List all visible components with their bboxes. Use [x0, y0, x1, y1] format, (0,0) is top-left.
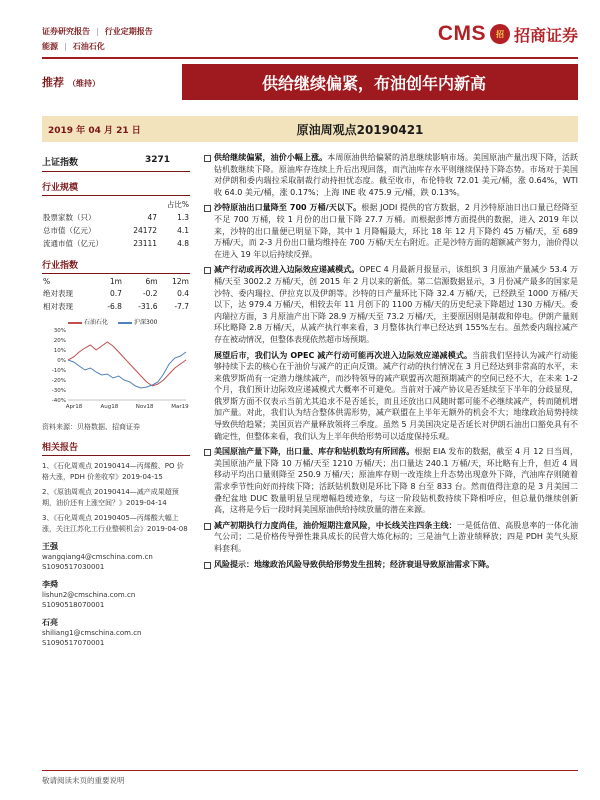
analyst-name: 石亮: [42, 618, 58, 627]
table-row: [42, 198, 190, 211]
banner-title: 供给继续偏紧，布油创年内新高: [262, 73, 487, 93]
title-banner: [182, 64, 578, 100]
related-title: 相关报告: [42, 440, 190, 456]
y-tick-label: 10%: [53, 348, 66, 354]
y-tick-label: -20%: [51, 378, 66, 384]
y-tick-label: 0%: [57, 358, 66, 364]
analyst: [42, 580, 190, 610]
body-paragraph: [204, 520, 578, 555]
y-tick-label: -10%: [51, 368, 66, 374]
table-row: [42, 287, 190, 300]
body-paragraph: [204, 446, 578, 516]
analyst-email[interactable]: lishun2@cmschina.com.cn: [42, 591, 136, 599]
rating: [42, 74, 100, 90]
table-row: [42, 237, 190, 250]
paragraph-lead: 供给继续偏紧，油价小幅上涨。: [214, 153, 328, 162]
table-row: [42, 224, 190, 237]
analyst-cert: S1090517030001: [42, 563, 105, 571]
rating-label: 推荐: [42, 76, 64, 89]
cell: -6.8: [107, 302, 122, 311]
separator: |: [64, 42, 67, 51]
paragraph-lead: 风险提示：: [214, 559, 254, 569]
cell: 0.7: [110, 289, 122, 298]
paragraph-lead: 展望后市，我们认为 OPEC 减产行动可能再次进入边际效应递减模式。: [214, 350, 473, 360]
cell: 流通市值（亿元）: [43, 239, 103, 248]
analyst-name: 李舜: [42, 580, 58, 589]
cell: 1.3: [177, 213, 189, 222]
cell: 相对表现: [43, 302, 73, 311]
paragraph-text: OPEC 4 月最新月报显示，该组织 3 月原油产量减少 53.4 万桶/天至 3002.2 万桶/天，创 2015 年 2 月以来的新低。第二信源数据显示，3 月份减产最多的国家是沙特、委内瑞拉、伊拉克以及伊朗等。沙特的日产量环比下降 32.4 万桶/天，已经跌至 1000 万桶/天以下，达 979.4 万桶/天，相较去年 11 月创下的 1100 万桶/天的历史纪录下降超过 130 万桶/天。委内瑞拉方面，3 月原油产出下降 28.9 万桶/天至 73.2 万桶/天，主要原因则是制裁和停电。伊朗产量则环比略降 2.8 万桶/天，从减产执行率来看，3 月整体执行率已经达到 155%左右。虽然委内瑞拉减产存在被动情况，但整体表现依然超市场预期。: [214, 265, 578, 344]
cell: -31.6: [138, 302, 158, 311]
cell: 47: [147, 213, 158, 222]
separator: |: [96, 27, 99, 36]
logo-latin: CMS: [437, 22, 486, 45]
table-row: [42, 211, 190, 224]
body-paragraph: [204, 152, 578, 198]
analyst: [42, 542, 190, 572]
analyst: [42, 618, 190, 648]
perf-title: 行业指数: [42, 258, 190, 274]
cell: 0.4: [177, 289, 189, 298]
analyst-cert: S1090518070001: [42, 601, 105, 609]
index-label: 上证指数: [42, 158, 79, 168]
series-line: [68, 342, 186, 386]
perf-table: [42, 276, 190, 313]
related-report[interactable]: 2、《原油周观点 20190414—减产成果超预期，油价还有上涨空间？》2019-04-14: [42, 488, 179, 507]
cell: 总市值（亿元）: [43, 226, 96, 235]
report-type: 证券研究报告: [42, 27, 90, 36]
logo-cn: 招商证券: [513, 25, 578, 45]
basic-title: 行业规模: [42, 180, 190, 196]
table-row: [42, 276, 190, 287]
report-date: 2019 年 04 月 21 日: [48, 125, 141, 136]
basic-table: [42, 198, 190, 250]
body-paragraph: [204, 559, 578, 571]
cell: -7.7: [174, 302, 189, 311]
header-meta: [42, 24, 153, 54]
footer-note: 敬请阅读末页的重要说明: [42, 776, 125, 785]
legend-item: 石油石化: [68, 317, 108, 326]
dept: 能源: [42, 42, 58, 51]
analyst-name: 王强: [42, 542, 58, 551]
analyst-cert: S1090517070001: [42, 639, 105, 647]
paragraph-text: 本周原油供给偏紧的消息继续影响市场。美国原油产量出现下降，活跃钻机数继续下降。原油库存连续上升后出现回落，而汽油库存水平则继续保持下降态势。市场对于美国对伊朗和委内瑞拉采取制裁行动持担忧态度。截至收市，布伦特收 72.01 美元/桶，涨 0.64%，WTI 收 64.0 美元/桶，涨 0.17%；上海 INE 收 475.9 元/桶，跌 0.13%。: [214, 153, 579, 197]
paragraph-lead: 减产行动或再次进入边际效应递减模式。: [214, 265, 360, 275]
report-sub: 行业定期报告: [104, 27, 153, 36]
paragraph-text: 当前我们坚持认为减产行动能够持续下去的核心在于油价与减产的正向反馈。减产行动的执行情况在 3 月已经达到非常高的水平，未来俄罗斯尚有一定潜力继续减产，而沙特领导的减产联盟再次超预期减产的空间已经不大，在未来 1-2 个月，我们预计边际效应递减模式大概率不可避免。当前对于减产协议是否延续至下半年的分歧显现，俄罗斯方面不仅表示当前尤其追求不是否延长，而且还放出口风随时都可能不必继续减产，转而随机增加产量。对此，我们认为结合整体供需形势，减产联盟在上半年无额外的机会不大；地缘政治局势持续导致供给趋紧；美国页岩产量释放领将三季度。虽然 5 月美国决定是否延长对伊朗石油出口豁免具有不确定性，但整体来看，我们认为上半年供给形势可以适度保持乐观。: [214, 350, 578, 441]
logo-badge-icon: 招: [490, 24, 510, 44]
y-tick-label: -40%: [51, 398, 66, 404]
sidebar: [42, 152, 190, 648]
paragraph-lead: 沙特原油出口量降至 700 万桶/天以下。: [214, 203, 362, 213]
cell: 6m: [145, 277, 158, 286]
analyst-email[interactable]: shiliang1@cmschina.com.cn: [42, 629, 142, 637]
chart-source: 资料来源：贝格数据、招商证券: [42, 423, 140, 431]
index-value: 3271: [144, 155, 170, 165]
y-tick-label: -30%: [51, 388, 66, 394]
paragraph-lead: 减产初期执行力度尚佳，油价短期注意风险，中长线关注四条主线：: [214, 520, 457, 530]
cell: 23111: [133, 239, 158, 248]
related-report[interactable]: 3、《石化周观点 20190405—丙烯酸大幅上涨，关注江苏化工行业整顿机会》2019-04-08: [42, 514, 188, 533]
x-tick-label: Nov18: [135, 404, 154, 410]
cell: 4.1: [177, 226, 189, 235]
paragraph-text: 地缘政治风险导致供给形势发生扭转；经济衰退导致原油需求下降。: [254, 559, 494, 569]
chart-legend: [42, 317, 190, 326]
x-tick-label: Aug18: [100, 404, 119, 410]
paragraph-text: 根据 JODI 提供的官方数据，2 月沙特原油日出口量已经降至不足 700 万桶，较 1 月份的出口量下降 27.7 万桶。而根据彭博方面提供的数据，进入 2019 年以来，沙特的出口量便已明显下降，其中 1 月降幅最大，环比 18 年 12 月下降约 45 万桶/天，至 689 万桶/天，而 2-3 月份出口量均维持在 700 万桶/天左右附近。正是沙特方面的超额减产努力，油价得以在进入 19 年以后持续反弹。: [214, 203, 578, 259]
body-paragraph: [204, 350, 578, 443]
cell: 4.8: [177, 239, 189, 248]
analyst-email[interactable]: wangqiang4@cmschina.com.cn: [42, 553, 153, 561]
date-band: [42, 116, 578, 142]
basic-col-header: 占比%: [166, 200, 189, 209]
legend-item: 沪深300: [118, 317, 157, 326]
sector: 石油石化: [72, 42, 105, 51]
paragraph-text: 一是低估值、高股息率的一体化油气公司；二是价格传导弹性兼具成长的民营大炼化标的；三是油气上游业绩释放；四是 PDH 美气头原料套利。: [214, 520, 579, 553]
x-tick-label: Mar19: [171, 404, 189, 410]
cell: %: [43, 277, 51, 286]
body-paragraph: [204, 264, 578, 345]
cell: 1m: [109, 277, 122, 286]
paragraph-lead: 美国原油产量下降，出口量、库存和钻机数均有所回落。: [214, 447, 415, 457]
cell: -0.2: [142, 289, 158, 298]
y-tick-label: 30%: [53, 328, 66, 334]
header-rule: [42, 57, 578, 59]
cell: 12m: [172, 277, 189, 286]
x-tick-label: Apr18: [65, 404, 83, 410]
paragraph-text: 根据 EIA 发布的数据，截至 4 月 12 日当周，美国原油产量下降 10 万桶/天至 1210 万桶/天；出口量达 240.1 万桶/天，环比略有上升，但近 4 周移动平均出口量则降至 250.9 万桶/天；原油库存则一改连续上升态势出现意外下降，汽油库存则随着需求季节性向好而持续下降；活跃钻机数则是环比下降 8 台至 833 台。然而值得注意的是 3 月美国二叠纪盆地 DUC 数量明显呈现增幅趋缓迹象，与这一阶段钻机数持续下降相呼应，但总量仍继续创新高，这将是今后一段时间美国原油供给持续放量的潜在来源。: [214, 447, 578, 515]
body-paragraph: [204, 202, 578, 260]
main-body: [204, 152, 578, 574]
rating-sub: （维持）: [68, 79, 100, 88]
series-title: 原油周观点20190421: [296, 122, 424, 137]
cell: 股票家数（只）: [43, 213, 96, 222]
cms-logo: [438, 22, 578, 46]
related-report[interactable]: 1、《石化周观点 20190414—丙烯酸、PO 价格大涨，PDH 价差收窄》2019-04-15: [42, 462, 184, 481]
index-row: [42, 152, 190, 172]
cell: 绝对表现: [43, 289, 73, 298]
performance-chart: [42, 326, 190, 418]
y-tick-label: 20%: [53, 338, 66, 344]
table-row: [42, 300, 190, 313]
cell: 24172: [133, 226, 158, 235]
series-line: [68, 352, 186, 388]
footer-rule: [42, 770, 578, 771]
